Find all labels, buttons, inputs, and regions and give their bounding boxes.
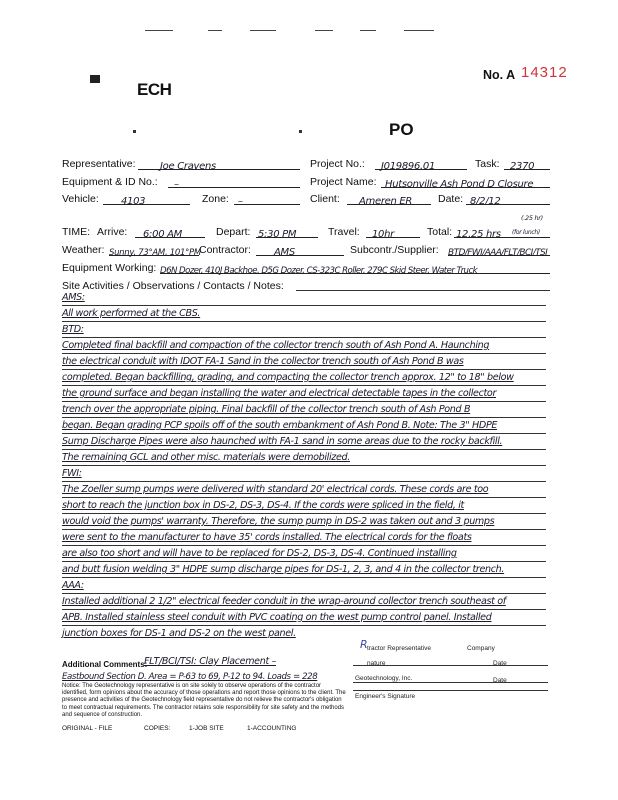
note-line: BTD: (62, 324, 84, 335)
ruled-line (62, 497, 546, 498)
ruled-line (62, 449, 546, 450)
note-line: APB. Installed stainless steel conduit with PVC coating on the west pump control panel. Installed (62, 612, 492, 623)
company-label: Company (467, 645, 495, 652)
total-note-top: (.25 hr) (521, 214, 543, 222)
equipment-id-value: – (174, 179, 179, 190)
note-line: AMS: (62, 292, 85, 303)
client-value: Ameren ER (359, 196, 413, 207)
additional-comments-label: Additional Comments: (62, 660, 148, 669)
travel-label: Travel: (328, 226, 360, 238)
scan-mark (208, 30, 222, 31)
project-no-field (375, 156, 467, 170)
original-file-label: ORIGINAL - FILE (62, 725, 113, 732)
arrive-label: Arrive: (97, 226, 128, 238)
note-line: Completed final backfill and compaction of the collector trench south of Ash Pond A. Haunching (62, 340, 490, 351)
ruled-line (62, 465, 546, 466)
initial-mark: R (360, 638, 368, 651)
note-line: Sump Discharge Pipes were also haunched with FA-1 sand in some areas due to the rocky backfill. (62, 436, 503, 447)
total-label: Total: (427, 226, 453, 238)
note-line: completed. Began backfilling, grading, and compacting the collector trench approx. 12" to 18" below (62, 372, 514, 383)
task-value: 2370 (510, 161, 535, 172)
scan-dot (133, 130, 136, 133)
note-line: would void the pumps' warranty. Therefore, the sump pump in DS-2 was taken out and 3 pumps (62, 516, 495, 527)
vehicle-field (103, 191, 190, 205)
weather-field (109, 242, 199, 256)
note-line: AAA: (62, 580, 84, 591)
note-line: The Zoeller sump pumps were delivered with standard 20' electrical cords. These cords are too (62, 484, 489, 495)
total-value: 12.25 hrs (456, 229, 501, 240)
form-title: PO (389, 120, 414, 139)
vehicle-value: 4103 (121, 196, 146, 207)
depart-label: Depart: (216, 226, 251, 238)
travel-value: 10hr (372, 229, 394, 240)
note-line: the ground surface and began installing the water and electrical detectable tapes in the collector (62, 388, 497, 399)
subcontractor-value: BTD/FWI/AAA/FLT/BCI/TSI (448, 248, 548, 258)
logo-mark-icon (90, 75, 100, 83)
scan-mark (250, 30, 276, 31)
note-line: The remaining GCL and other misc. materials were demobilized. (62, 452, 350, 463)
logo-text: ECH (137, 80, 172, 99)
signature-line (353, 682, 548, 683)
equipment-working-label: Equipment Working: (62, 262, 157, 274)
client-label: Client: (310, 193, 340, 205)
weather-label: Weather: (62, 244, 105, 256)
representative-label: Representative: (62, 158, 136, 170)
notes-label-line (296, 290, 550, 291)
ruled-line (62, 609, 546, 610)
date-label-1: Date (493, 660, 507, 667)
task-label: Task: (475, 158, 500, 170)
additional-comments-line1: FLT/BCI/TSI: Clay Placement – (144, 656, 277, 667)
date-value: 8/2/12 (470, 196, 501, 207)
note-line: All work performed at the CBS. (62, 308, 201, 319)
travel-field (366, 224, 420, 238)
additional-comments-line2: Eastbound Section D. Area = P-63 to 69, P-12 to 94. Loads = 228 (62, 672, 318, 682)
ruled-line (62, 593, 546, 594)
note-line: FWI: (62, 468, 82, 479)
note-line: were sent to the manufacturer to have 35' cords installed. The electrical cords for the floats (62, 532, 472, 543)
notes-label: Site Activities / Observations / Contacts / Notes: (62, 280, 284, 292)
project-name-label: Project Name: (310, 176, 377, 188)
equipment-id-field (168, 174, 300, 188)
depart-field (256, 224, 318, 238)
weather-value: Sunny, 73°AM, 101°PM (109, 248, 201, 258)
ruled-line (62, 513, 546, 514)
zone-field (234, 191, 300, 205)
copies-label: COPIES: (144, 725, 171, 732)
representative-value: Joe Cravens (160, 161, 216, 172)
copy-job-site: 1-JOB SITE (189, 725, 224, 732)
note-line: the electrical conduit with IDOT FA-1 Sand in the collector trench south of Ash Pond B was (62, 356, 464, 367)
project-no-label: Project No.: (310, 158, 365, 170)
contractor-label: Contractor: (199, 244, 251, 256)
ruled-line (62, 321, 546, 322)
depart-value: 5:30 PM (258, 229, 297, 240)
subcontractor-field (448, 242, 550, 256)
scan-mark (315, 30, 333, 31)
scan-dot (299, 130, 302, 133)
representative-field (138, 156, 300, 170)
geotech-label: Geotechnology, Inc. (355, 675, 413, 682)
report-number: 14312 (521, 64, 568, 81)
equipment-working-value: D6N Dozer, 410J Backhoe, D5G Dozer, CS-323C Roller, 279C Skid Steer, Water Truck (160, 266, 478, 276)
note-line: Installed additional 2 1/2" electrical feeder conduit in the wrap-around collector trench southeast of (62, 596, 506, 607)
ruled-line (62, 545, 546, 546)
ruled-line (62, 577, 546, 578)
ruled-line (62, 305, 546, 306)
report-number-label: No. A (483, 68, 516, 82)
note-line: short to reach the junction box in DS-2, DS-3, DS-4. If the cords were spliced in the field, it (62, 500, 464, 511)
scan-mark (360, 30, 376, 31)
date-label: Date: (438, 193, 464, 205)
ruled-line (62, 481, 546, 482)
total-note-bottom: (for lunch) (512, 229, 540, 236)
arrive-value: 6:00 AM (143, 229, 183, 240)
zone-value: – (238, 196, 243, 207)
date-field (466, 191, 550, 205)
contractor-rep-label: tractor Representative (367, 645, 431, 652)
project-no-value: J019896.01 (381, 161, 436, 172)
note-line: began. Began grading PCP spoils off of the south embankment of Ash Pond B. Note: The 3" HDPE (62, 420, 498, 431)
ruled-line (62, 529, 546, 530)
project-name-field (381, 174, 550, 188)
project-name-value: Hutsonville Ash Pond D Closure (385, 179, 534, 190)
notice-text: Notice: The Geotechnology representative is on site solely to observe operations of the contractor identified, form opinions about the accuracy of those operations and report those opinions to the client. The presence and activities of the Geotechnology field representative do not relieve the contractor's obligation to meet contractual requirements. The contractor retains sole responsibility for site safety and the methods and sequence of construction. (62, 683, 346, 718)
ruled-line (62, 401, 546, 402)
note-line: and butt fusion welding 3" HDPE sump discharge pipes for DS-1, 2, 3, and 4 in the collector trench. (62, 564, 505, 575)
ruled-line (62, 385, 546, 386)
copy-accounting: 1-ACCOUNTING (247, 725, 297, 732)
client-field (347, 191, 431, 205)
contractor-value: AMS (274, 247, 295, 258)
ruled-line (62, 433, 546, 434)
equipment-id-label: Equipment & ID No.: (62, 176, 158, 188)
subcontractor-label: Subcontr./Supplier: (350, 244, 439, 256)
signature-label: nature (367, 660, 386, 667)
scan-mark (404, 30, 434, 31)
ruled-line (62, 625, 546, 626)
note-line: trench over the appropriate piping. Final backfill of the collector trench south of Ash Pond B (62, 404, 471, 415)
ruled-line (62, 369, 546, 370)
time-label: TIME: (62, 226, 90, 238)
arrive-field (135, 224, 205, 238)
note-line: are also too short and will have to be replaced for DS-2, DS-3, DS-4. Continued installing (62, 548, 457, 559)
ruled-line (62, 417, 546, 418)
ruled-line (62, 353, 546, 354)
vehicle-label: Vehicle: (62, 193, 99, 205)
engineer-signature-label: Engineer's Signature (355, 693, 416, 700)
contractor-field (256, 242, 344, 256)
task-field (504, 156, 550, 170)
zone-label: Zone: (202, 193, 229, 205)
date-label-2: Date (493, 677, 507, 684)
scan-mark (145, 30, 173, 31)
ruled-line (62, 337, 546, 338)
equipment-working-field (160, 260, 550, 274)
ruled-line (62, 561, 546, 562)
signature-line (353, 690, 548, 691)
note-line: junction boxes for DS-1 and DS-2 on the west panel. (62, 628, 296, 639)
